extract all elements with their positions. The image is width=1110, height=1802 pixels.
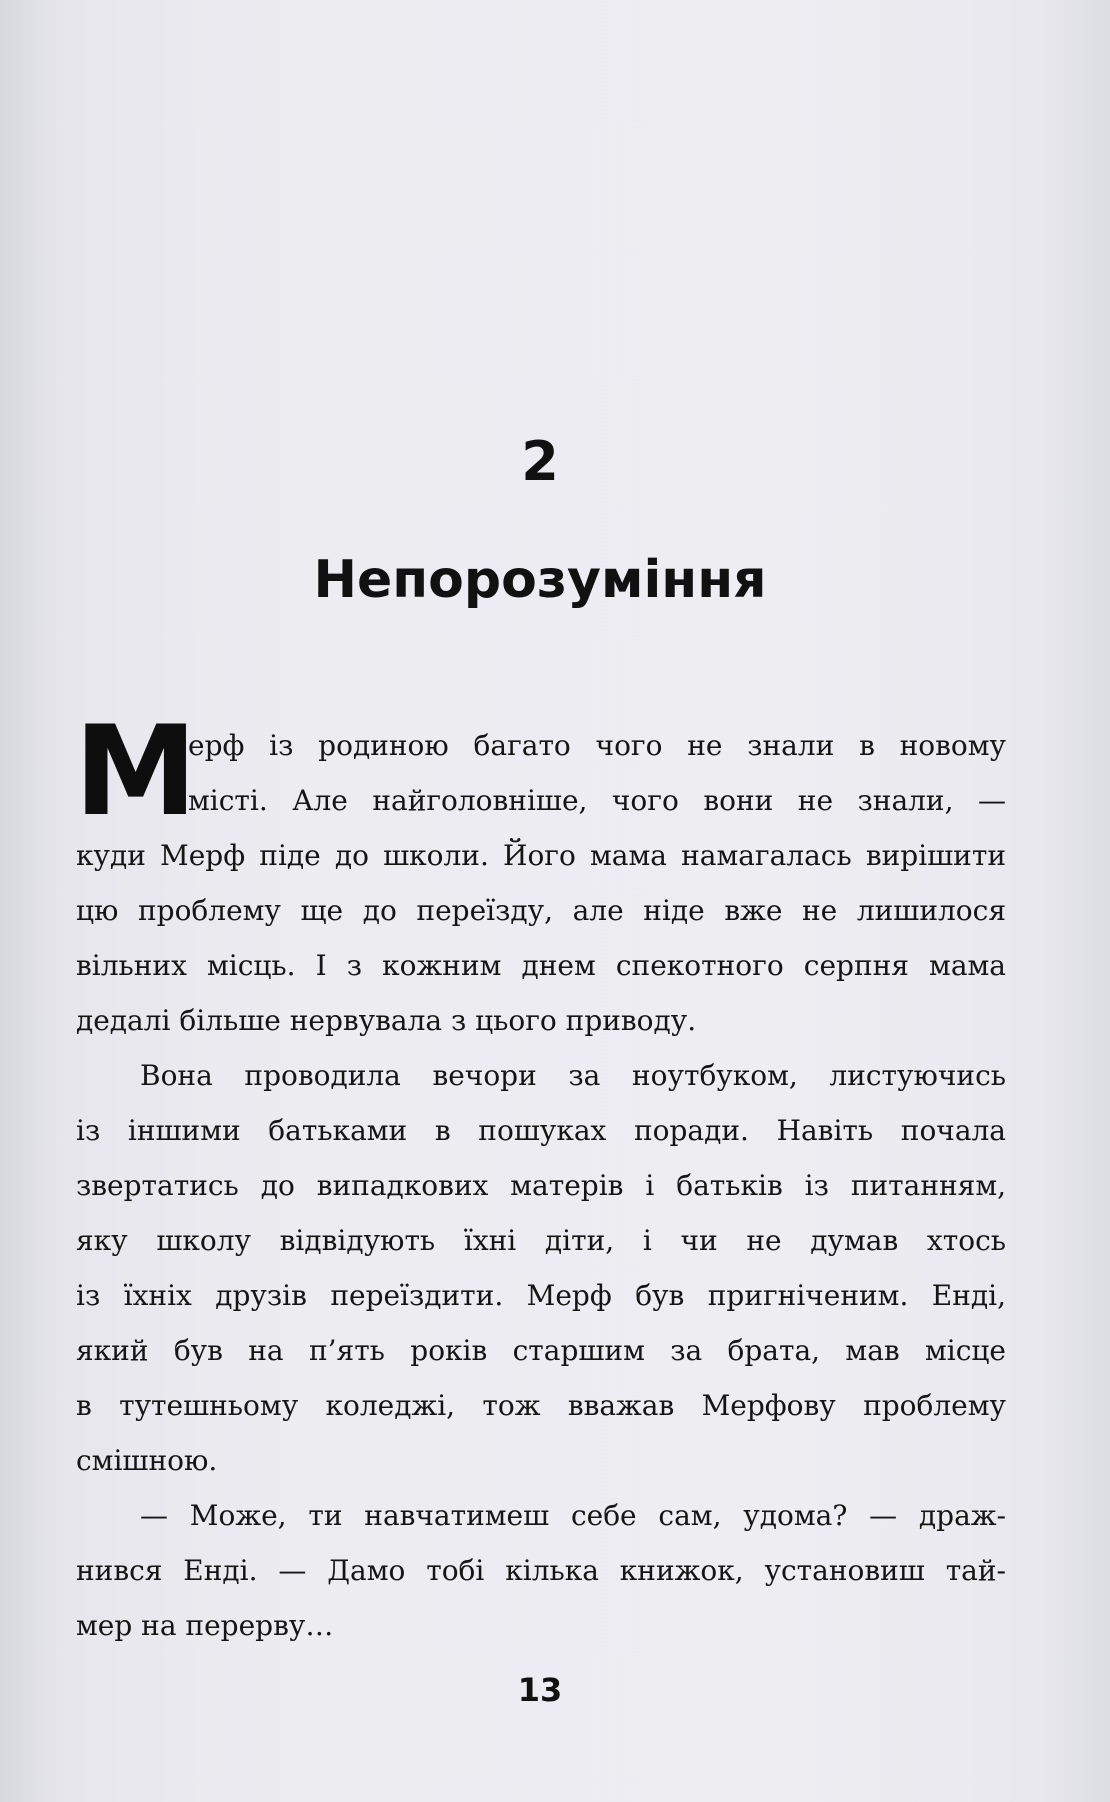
text-line: Вона проводила вечори за ноутбуком, листуючись — [140, 1059, 1006, 1092]
text-line: місті. Але найголовніше, чого вони не знали, — — [188, 784, 1006, 817]
text-line: смішною. — [76, 1444, 218, 1477]
text-line: куди Мерф піде до школи. Його мама намагалась вирішити — [76, 839, 1006, 872]
text-line: цю проблему ще до переїзду, але ніде вже не лишилося — [76, 894, 1006, 927]
text-line: звертатись до випадкових матерів і батьків із питанням, — [76, 1169, 1006, 1202]
paragraph-3 — [76, 1488, 1006, 1653]
text-line: із їхніх друзів переїздити. Мерф був пригніченим. Енді, — [76, 1279, 1006, 1312]
page-number: 13 — [517, 1671, 563, 1709]
text-line: який був на п’ять років старшим за брата, мав місце — [76, 1334, 1006, 1367]
text-line: ерф із родиною багато чого не знали в новому — [188, 729, 1006, 762]
text-line: із іншими батьками в пошуках поради. Навіть почала — [76, 1114, 1006, 1147]
paragraph-1 — [74, 700, 1006, 1048]
text-line: — Може, ти навчатимеш себе сам, удома? — драж- — [140, 1499, 1006, 1532]
text-line: мер на перерву… — [76, 1609, 334, 1642]
paragraph-2 — [76, 1048, 1006, 1488]
text-line: дедалі більше нервувала з цього приводу. — [76, 1004, 697, 1037]
text-line: вільних місць. І з кожним днем спекотного серпня мама — [76, 949, 1006, 982]
chapter-title: Непорозуміння — [313, 550, 767, 610]
text-line: в тутешньому коледжі, тож вважав Мерфову проблему — [76, 1389, 1006, 1422]
chapter-number: 2 — [521, 430, 559, 493]
text-line: нився Енді. — Дамо тобі кілька книжок, установиш тай- — [76, 1554, 1006, 1587]
drop-cap: М — [74, 700, 198, 844]
text-line: яку школу відвідують їхні діти, і чи не думав хтось — [76, 1224, 1006, 1257]
chapter-body — [74, 700, 1006, 1653]
